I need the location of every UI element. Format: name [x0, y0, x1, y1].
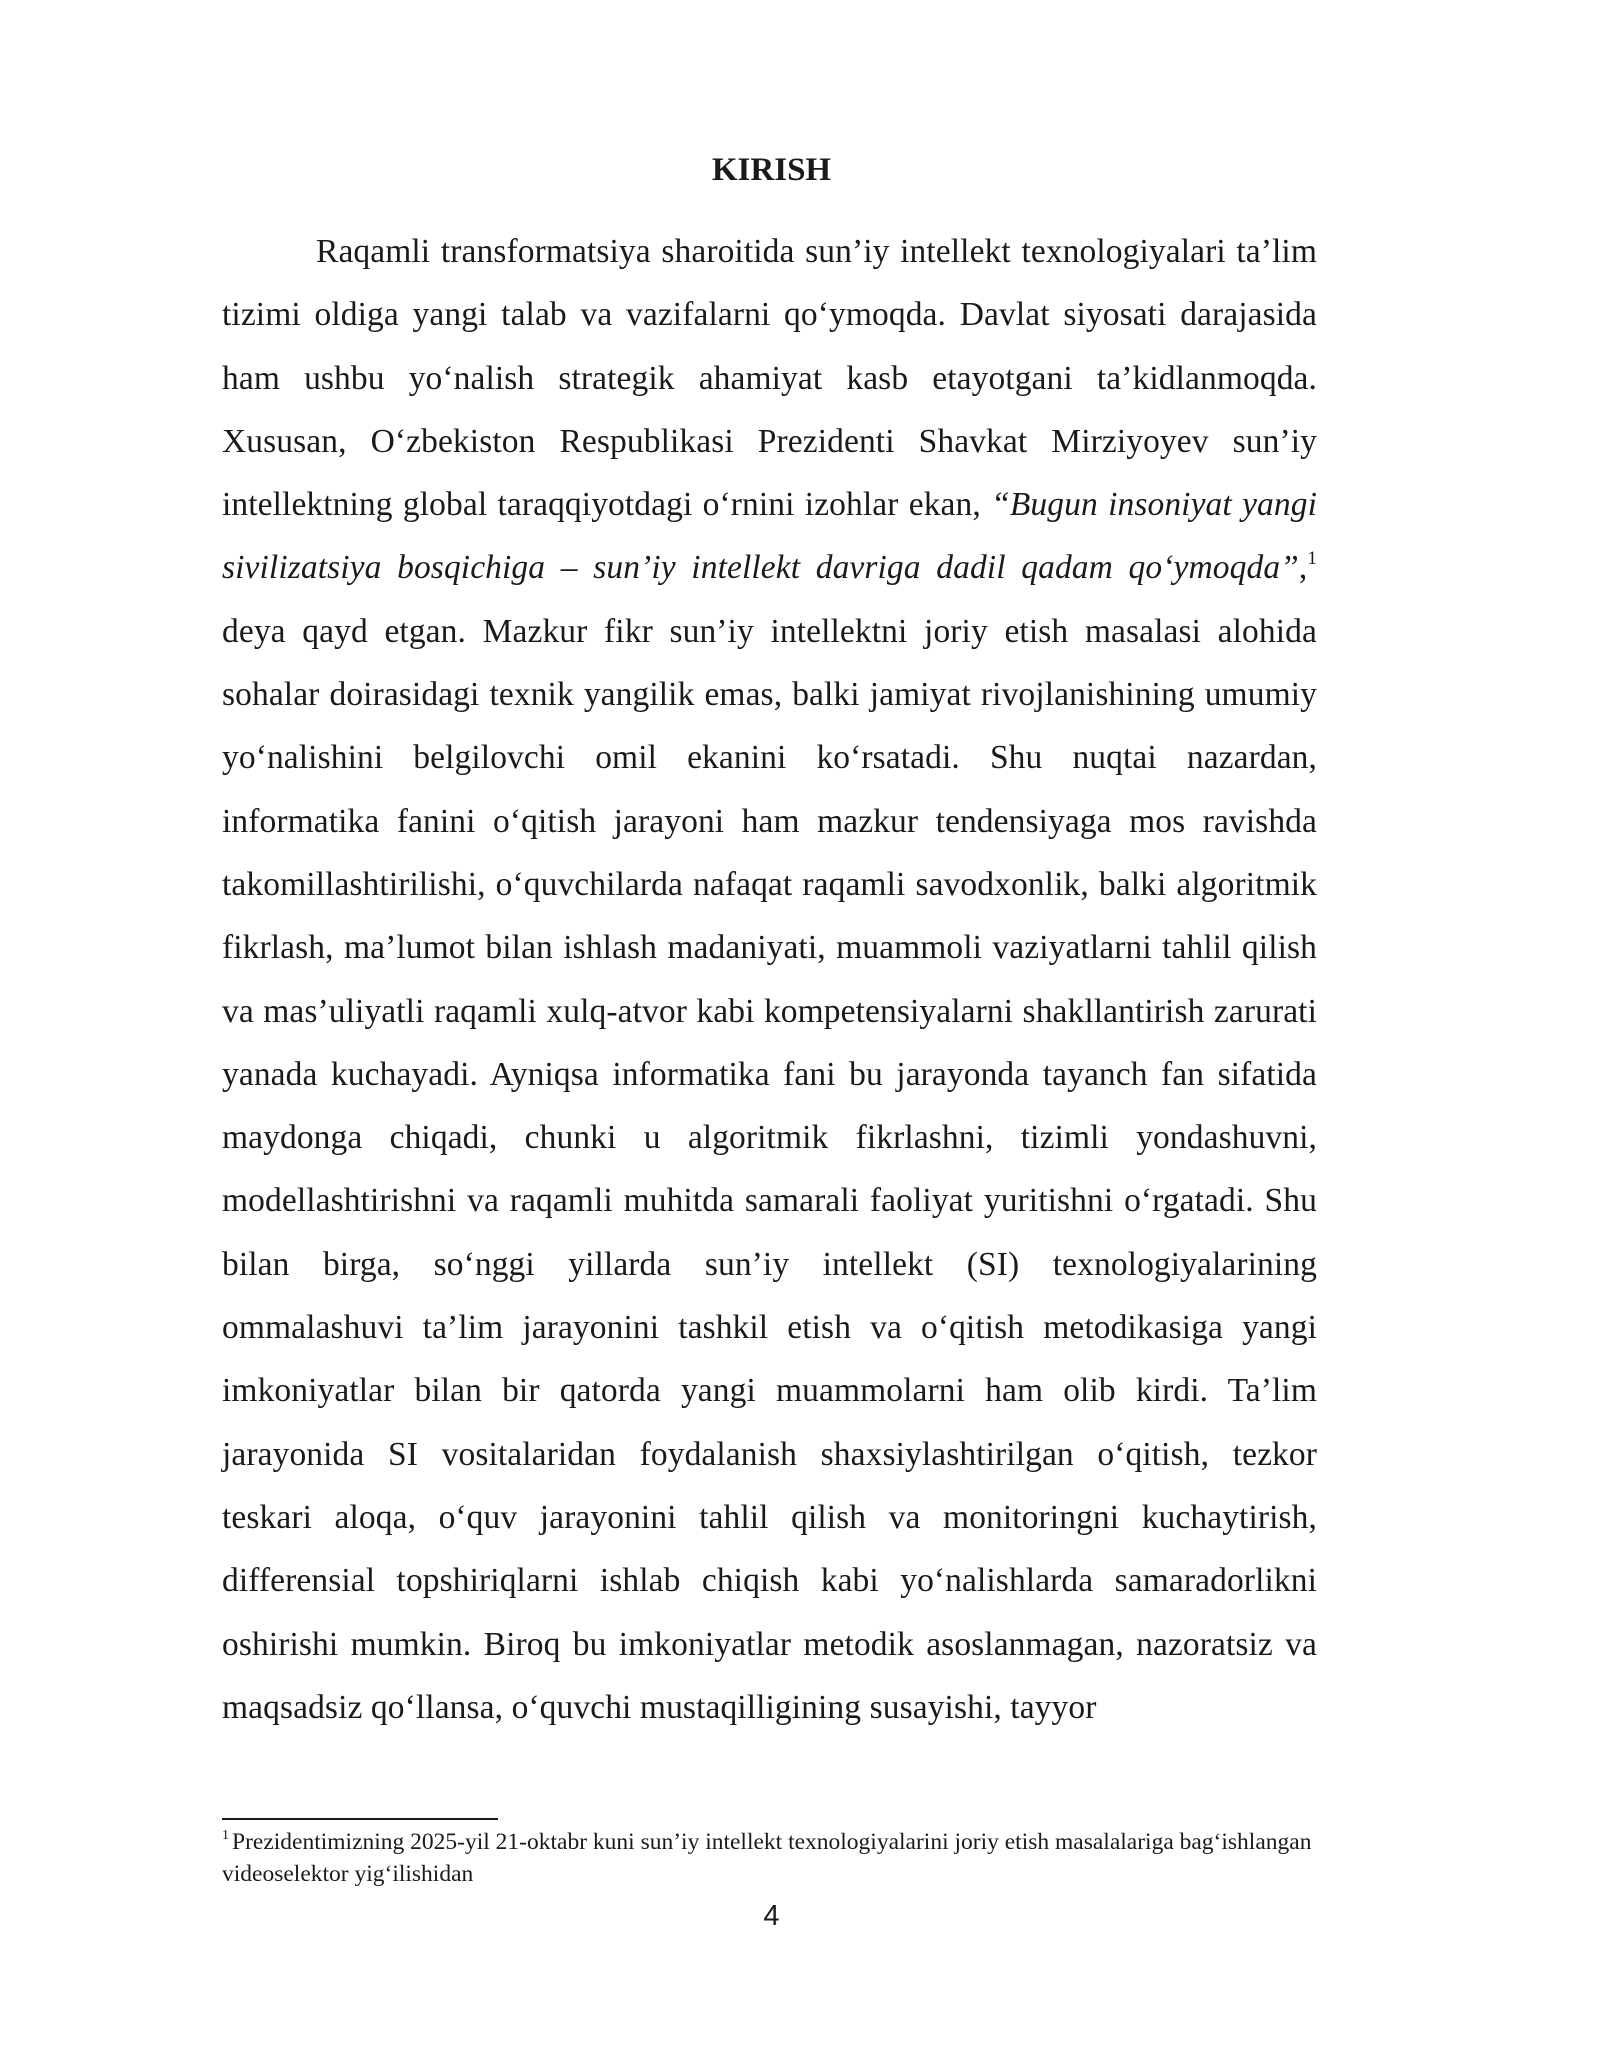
footnote-reference[interactable]: 1 [1307, 548, 1317, 570]
quote-comma: , [1298, 549, 1308, 587]
president-quote: “Bugun insoniyat yangi sivilizatsiya bosqichiga – sun’iy intellekt davriga dadil qadam qo‘ymoqda” [222, 486, 1317, 587]
page-number: 4 [763, 1900, 780, 1932]
footnote-text: Prezidentimizning 2025-yil 21-oktabr kuni sun’iy intellekt texnologiyalarini joriy etish masalalariga bag‘ishlangan videoselektor yig‘ilishidan [222, 1829, 1312, 1887]
page-title: KIRISH [711, 152, 832, 188]
body-paragraph [222, 220, 1317, 1739]
paragraph-text-after-quote: deya qayd etgan. Mazkur fikr sun’iy intellektni joriy etish masalasi alohida sohalar doirasidagi texnik yangilik emas, balki jamiyat rivojlanishining umumiy yo‘nalishini belgilovchi omil ekanini ko‘rsatadi. Shu nuqtai nazardan, informatika fanini o‘qitish jarayoni ham mazkur tendensiyaga mos ravishda takomillashtirilishi, o‘quvchilarda nafaqat raqamli savodxonlik, balki algoritmik fikrlash, ma’lumot bilan ishlash madaniyati, muammoli vaziyatlarni tahlil qilish va mas’uliyatli raqamli xulq-atvor kabi kompetensiyalarni shakllantirish zarurati yanada kuchayadi. Ayniqsa informatika fani bu jarayonda tayanch fan sifatida maydonga chiqadi, chunki u algoritmik fikrlashni, tizimli yondashuvni, modellashtirishni va raqamli muhitda samarali faoliyat yuritishni o‘rgatadi. Shu bilan birga, so‘nggi yillarda sun’iy intellekt (SI) texnologiyalarining ommalashuvi ta’lim jarayonini tashkil etish va o‘qitish metodikasiga yangi imkoniyatlar bilan bir qatorda yangi muammolarni ham olib kirdi. Ta’lim jarayonida SI vositalaridan foydalanish shaxsiylashtirilgan o‘qitish, tezkor teskari aloqa, o‘quv jarayonini tahlil qilish va monitoringni kuchaytirish, differensial topshiriqlarni ishlab chiqish kabi yo‘nalishlarda samaradorlikni oshirishi mumkin. Biroq bu imkoniyatlar metodik asoslanmagan, nazoratsiz va maqsadsiz qo‘llansa, o‘quvchi mustaqilligining susayishi, tayyor [222, 612, 1317, 1726]
footnote [222, 1826, 1317, 1890]
paragraph-text-before-quote: Raqamli transformatsiya sharoitida sun’iy intellekt texnologiyalari ta’lim tizimi oldiga yangi talab va vazifalarni qo‘ymoqda. Davlat siyosati darajasida ham ushbu yo‘nalish strategik ahamiyat kasb etayotgani ta’kidlanmoqda. Xususan, O‘zbekiston Respublikasi Prezidenti Shavkat Mirziyoyev sun’iy intellektning global taraqqiyotdagi o‘rnini izohlar ekan, [222, 233, 1317, 524]
footnote-number: 1 [222, 1828, 229, 1843]
footnote-separator [222, 1818, 498, 1820]
